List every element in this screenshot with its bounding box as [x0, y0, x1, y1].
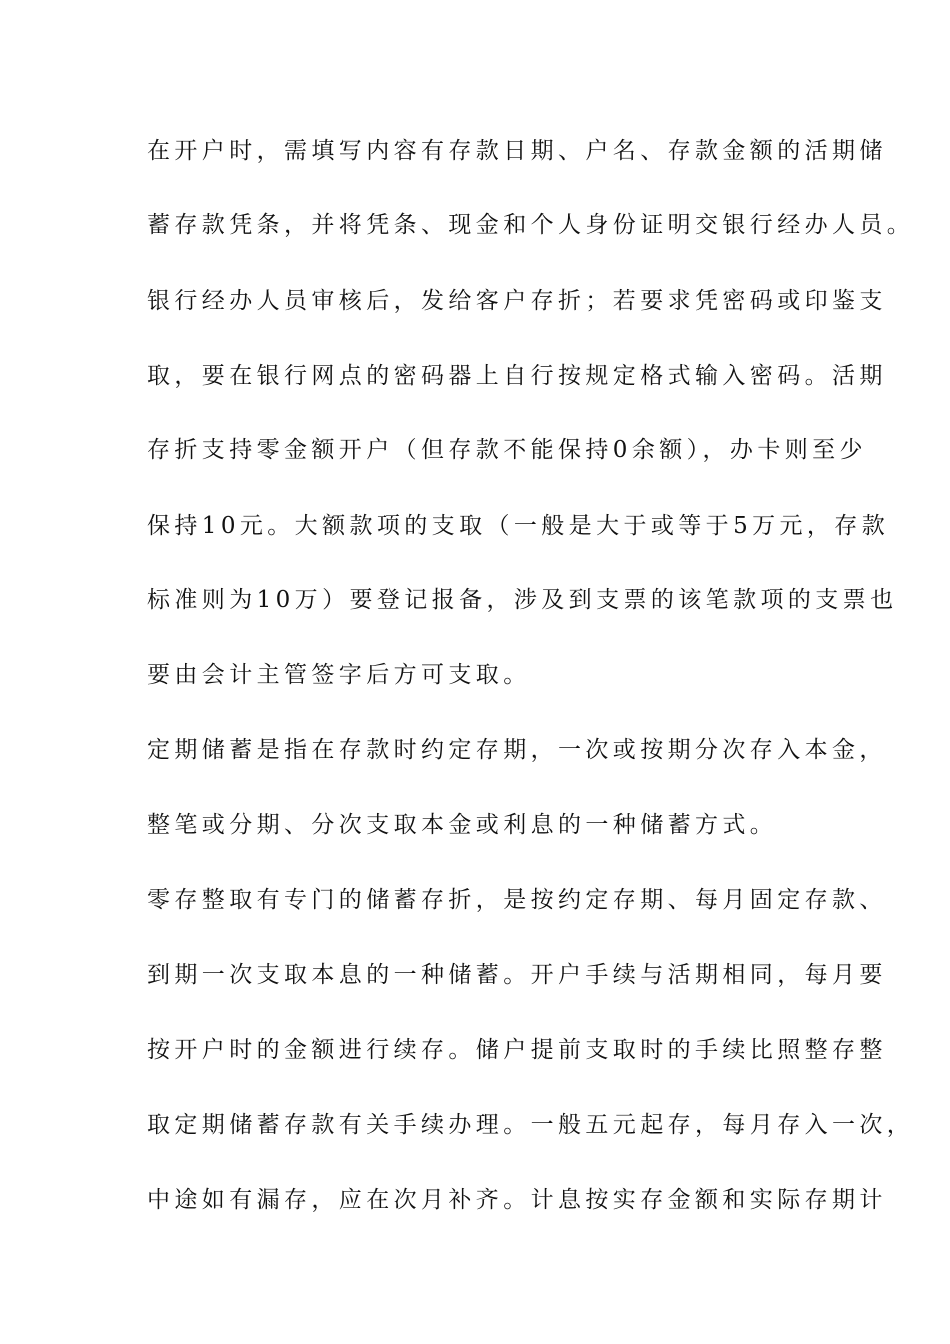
text-line: 银行经办人员审核后，发给客户存折；若要求凭密码或印鉴支: [147, 288, 887, 314]
text-line: 蓄存款凭条，并将凭条、现金和个人身份证明交银行经办人员。: [147, 212, 915, 238]
text-line: 存折支持零金额开户（但存款不能保持0余额），办卡则至少: [147, 437, 867, 463]
text-line: 要由会计主管签字后方可支取。: [147, 662, 531, 688]
text-line: 整笔或分期、分次支取本金或利息的一种储蓄方式。: [147, 812, 778, 838]
text-line: 保持10元。大额款项的支取（一般是大于或等于5万元，存款: [147, 513, 890, 539]
text-line: 定期储蓄是指在存款时约定存期，一次或按期分次存入本金，: [147, 737, 887, 763]
text-line: 在开户时，需填写内容有存款日期、户名、存款金额的活期储: [147, 138, 887, 164]
text-line: 零存整取有专门的储蓄存折，是按约定存期、每月固定存款、: [147, 887, 887, 913]
text-line: 按开户时的金额进行续存。储户提前支取时的手续比照整存整: [147, 1037, 887, 1063]
text-line: 取定期储蓄存款有关手续办理。一般五元起存，每月存入一次，: [147, 1112, 915, 1138]
text-line: 标准则为10万）要登记报备，涉及到支票的该笔款项的支票也: [147, 587, 898, 613]
text-line: 取，要在银行网点的密码器上自行按规定格式输入密码。活期: [147, 363, 887, 389]
text-line: 到期一次支取本息的一种储蓄。开户手续与活期相同，每月要: [147, 962, 887, 988]
text-line: 中途如有漏存，应在次月补齐。计息按实存金额和实际存期计: [147, 1187, 887, 1213]
